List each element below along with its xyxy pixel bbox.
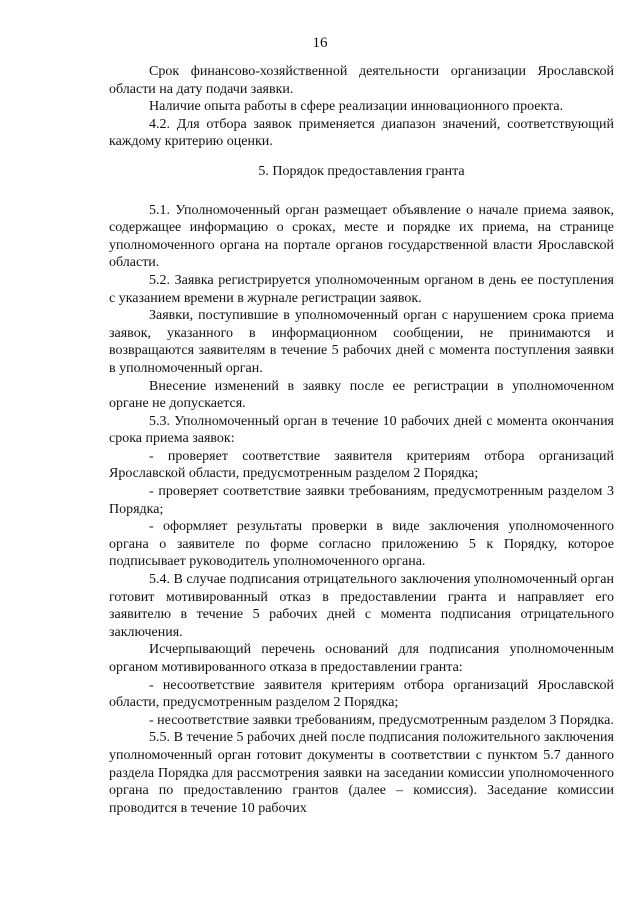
paragraph-5-4: 5.4. В случае подписания отрицательного заключения уполномоченный орган готовит мотивированный отказ в предоставлении гранта и направляет его заявителю в течение 5 рабочих дней с момента подписания отрицательного заключения. [109, 572, 614, 640]
paragraph-2: Наличие опыта работы в сфере реализации инновационного проекта. [149, 99, 564, 115]
paragraph-5-2: 5.2. Заявка регистрируется уполномоченным органом в день ее поступления с указанием времени в журнале регистрации заявок. [109, 272, 614, 306]
list-item-conclusion: - оформляет результаты проверки в виде заключения уполномоченного органа о заявителе по форме согласно приложению 5 к Порядку, которое подписывает руководитель уполномоченного органа. [109, 519, 614, 570]
list-item-check-application: - проверяет соответствие заявки требованиям, предусмотренным разделом 3 Порядка; [109, 484, 614, 517]
section-heading: 5. Порядок предоставления гранта [258, 163, 465, 179]
paragraph-3: 4.2. Для отбора заявок применяется диапазон значений, соответствующий каждому критерию оценки. [109, 116, 614, 150]
list-item-applicant-mismatch: - несоответствие заявителя критериям отбора организаций Ярославской области, предусмотренным разделом 2 Порядка; [109, 677, 614, 711]
document-body [109, 63, 614, 817]
list-item-check-applicant: - проверяет соответствие заявителя критериям отбора организаций Ярославской области, предусмотренным разделом 2 Порядка; [109, 448, 614, 482]
paragraph-5-1: 5.1. Уполномоченный орган размещает объявление о начале приема заявок, содержащее информацию о сроках, месте и порядке их приема, на странице уполномоченного органа на портале органов государственной власти Ярославской области. [109, 202, 614, 271]
list-item-application-mismatch: - несоответствие заявки требованиям, предусмотренным разделом 3 Порядка. [149, 712, 614, 728]
paragraph-5-3: 5.3. Уполномоченный орган в течение 10 рабочих дней с момента окончания срока приема заявок: [109, 413, 614, 447]
page-number: 16 [312, 35, 328, 51]
paragraph-5-5: 5.5. В течение 5 рабочих дней после подписания положительного заключения уполномоченный орган готовит документы в соответствии с пунктом 5.7 данного раздела Порядка для рассмотрения заявки на заседании комиссии уполномоченного органа по предоставлению грантов (далее – комиссия). Заседание комиссии проводится в течение 10 рабочих [109, 730, 614, 816]
paragraph-no-changes: Внесение изменений в заявку после ее регистрации в уполномоченном органе не допускается. [109, 378, 614, 412]
paragraph-1: Срок финансово-хозяйственной деятельности организации Ярославской области на дату подачи заявки. [109, 64, 614, 97]
paragraph-late-applications: Заявки, поступившие в уполномоченный орган с нарушением срока приема заявок, указанного в информационном сообщении, не принимаются и возвращаются заявителям в течение 5 рабочих дней с момента поступления заявки в уполномоченный орган. [109, 308, 614, 376]
paragraph-refusal-grounds: Исчерпывающий перечень оснований для подписания уполномоченным органом мотивированного отказа в предоставлении гранта: [109, 642, 614, 675]
